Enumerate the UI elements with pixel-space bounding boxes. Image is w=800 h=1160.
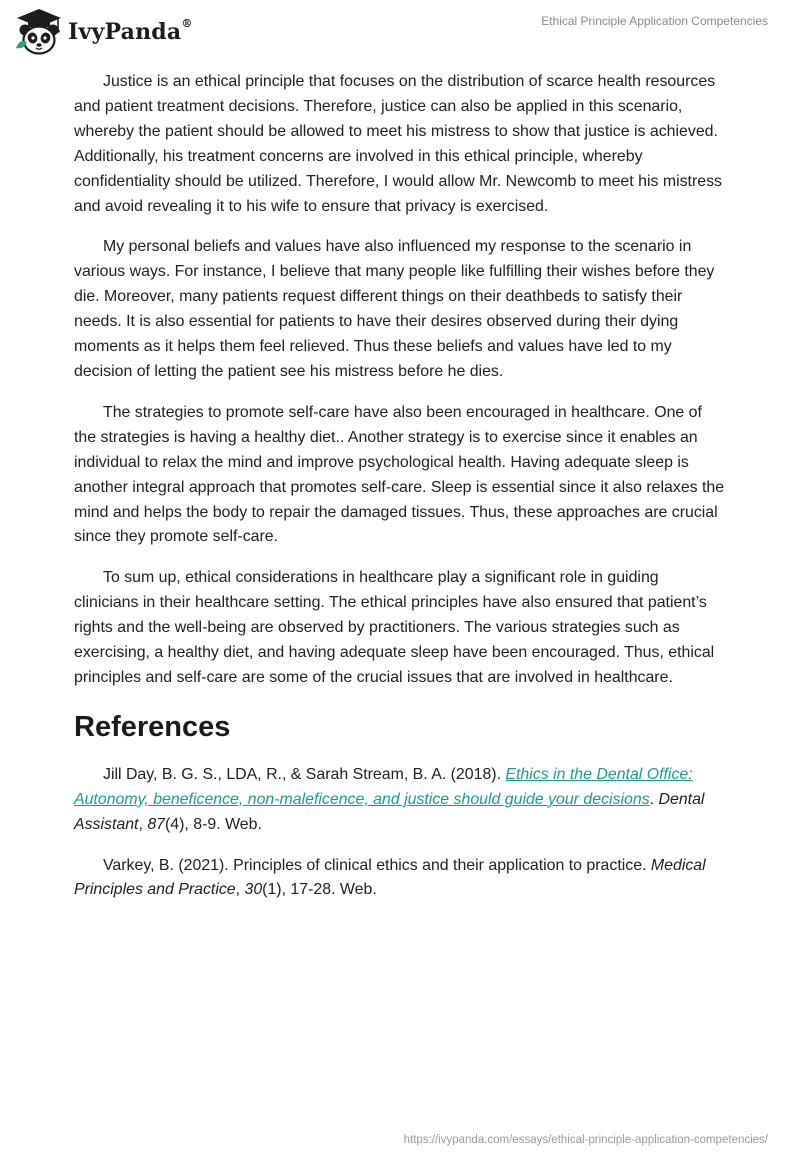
reference-volume: 87 xyxy=(147,815,166,833)
reference-item xyxy=(74,763,726,838)
reference-after-title: . xyxy=(649,790,659,808)
reference-authors: Varkey, B. (2021). Principles of clinical ethics and their application to practice. xyxy=(103,856,651,874)
reference-sep: , xyxy=(235,881,245,899)
reference-journal: Medical Principles and Practice xyxy=(74,856,706,899)
page-header xyxy=(0,0,800,66)
reference-title-link[interactable]: Ethics in the Dental Office: Autonomy, beneficence, non-maleficence, and justice should guide your decisions xyxy=(74,765,693,808)
paragraph-conclusion: To sum up, ethical considerations in healthcare play a significant role in guiding clinicians in their healthcare setting. The ethical principles have also ensured that patient’s rights and the well-being are observed by practitioners. The various strategies such as exercising, a healthy diet, and having adequate sleep have been encouraged. Thus, ethical principles and self-care are some of the crucial issues that are involved in healthcare. xyxy=(74,569,715,686)
paragraph-self-care: The strategies to promote self-care have also been encouraged in healthcare. One of the strategies is having a healthy diet.. Another strategy is to exercise since it enables an individual to relax the mind and improve psychological health. Having adequate sleep is another integral approach that promotes self-care. Sleep is essential since it also relaxes the mind and helps the body to repair the damaged tissues. Thus, these approaches are crucial since they promote self-care. xyxy=(74,403,725,546)
reference-authors: Jill Day, B. G. S., LDA, R., & Sarah Stream, B. A. (2018). xyxy=(103,765,506,783)
reference-tail: (1), 17-28. Web. xyxy=(262,881,377,899)
registered-mark: ® xyxy=(181,17,193,30)
reference-journal: Dental Assistant xyxy=(74,790,705,833)
brand-name-text: IvyPanda xyxy=(68,19,182,45)
brand-logo[interactable] xyxy=(14,8,193,56)
reference-sep: , xyxy=(138,815,148,833)
references-heading: References xyxy=(74,710,231,743)
brand-name xyxy=(68,19,193,45)
paragraph-justice: Justice is an ethical principle that focuses on the distribution of scarce health resources and patient treatment decisions. Therefore, justice can also be applied in this scenario, whereby the patient should be allowed to meet his mistress to show that justice is achieved. Additionally, his treatment concerns are involved in this ethical principle, whereby confidentiality should be utilized. Therefore, I would allow Mr. Newcomb to meet his mistress and avoid revealing it to his wife to ensure that privacy is exercised. xyxy=(74,73,722,215)
reference-item xyxy=(74,854,726,904)
panda-graduate-icon xyxy=(14,8,64,56)
document-title: Ethical Principle Application Competencies xyxy=(541,14,768,28)
essay-body xyxy=(74,70,726,919)
footer-url[interactable]: https://ivypanda.com/essays/ethical-principle-application-competencies/ xyxy=(403,1134,768,1146)
reference-tail: (4), 8-9. Web. xyxy=(165,815,262,833)
paragraph-beliefs: My personal beliefs and values have also influenced my response to the scenario in various ways. For instance, I believe that many people like fulfilling their wishes before they die. Moreover, many patients request different things on their deathbeds to satisfy their needs. It is also essential for patients to have their desires observed during their dying moments as it helps them feel relieved. Thus these beliefs and values have led to my decision of letting the patient see his mistress before he dies. xyxy=(74,238,715,380)
reference-volume: 30 xyxy=(244,881,263,899)
